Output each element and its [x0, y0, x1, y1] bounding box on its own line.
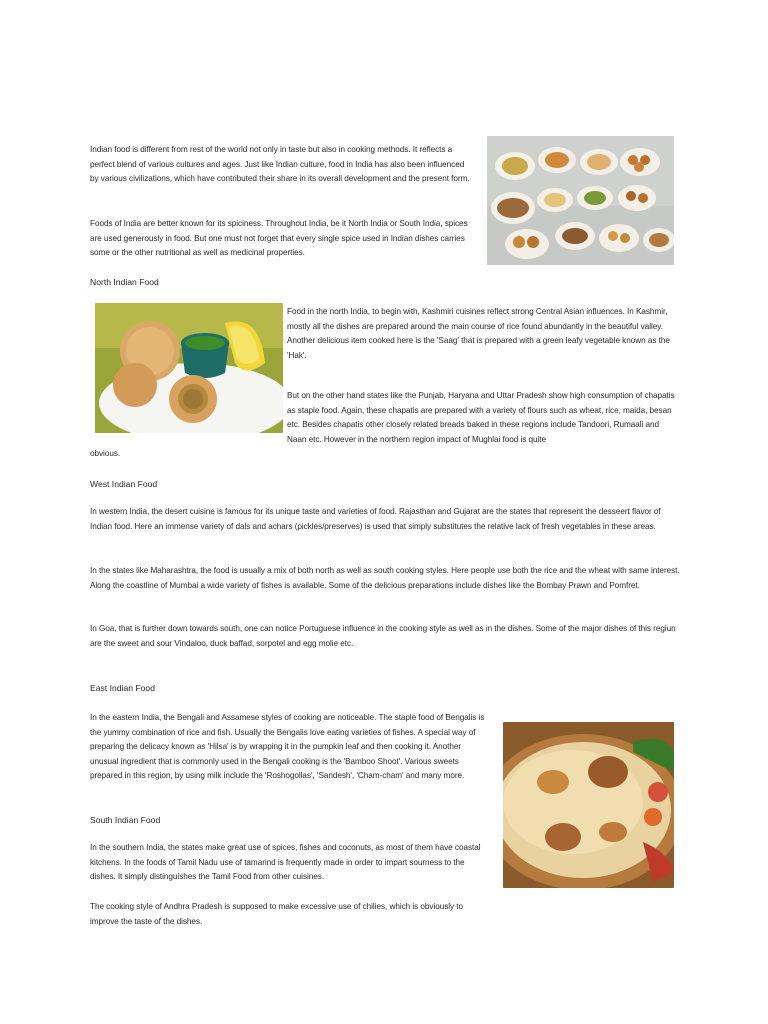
north-paragraph-2-end: obvious. — [90, 449, 121, 458]
indian-dishes-photo — [487, 136, 674, 265]
south-paragraph-1: In the southern India, the states make great use of spices, fishes and coconuts, as most of them have coastal kitchens. In the foods of Tamil Nadu use of tamarind is frequently made in order to impart sourness to the dishes. It simply distinguishes the Tamil Food from other cuisines. — [90, 843, 481, 882]
west-indian-food-heading: West Indian Food — [90, 479, 158, 489]
biryani-photo — [503, 722, 674, 888]
south-paragraph-2: The cooking style of Andhra Pradesh is supposed to make excessive use of chilies, which is obviously to improve the taste of the dishes. — [90, 902, 464, 926]
north-paragraph-2: But on the other hand states like the Punjab, Haryana and Uttar Pradesh show high consumption of chapatis as staple food. Again, these chapatis are prepared with a variety of flours such as wheat, rice, maida, besan etc. Besides chapatis other closely related breads baked in these regions include Tandoori, Rumaali and Naan etc. However in the northern region impact of Mughlai food is quite — [287, 391, 675, 444]
east-paragraph-1: In the eastern India, the Bengali and Assamese styles of cooking are noticeable. The staple food of Bengalis is the yummy combination of rice and fish. Usually the Bengalis love eating varieties of fishes. A special way of preparing the delicacy known as 'Hilsa' is by wrapping it in the pumpkin leaf and then cooking it. Another unusual ingredient that is commonly used in the Bengali cooking is the 'Bamboo Shoot'. Various sweets prepared in this region, by using milk include the 'Roshogollas', 'Sandesh', 'Cham-cham' and many more. — [90, 713, 485, 781]
west-paragraph-2: In the states like Maharashtra, the food is usually a mix of both north as well as south cooking styles. Here people use both the rice and the wheat with same interest. Along the coastline of Mumbai a wide variety of fishes is available. Some of the delicious preparations include dishes like the Bombay Prawn and Pomfret. — [90, 566, 680, 590]
intro-paragraph-1: Indian food is different from rest of the world not only in taste but also in cooking methods. It reflects a perfect blend of various cultures and ages. Just like Indian culture, food in India has also been influenced by various civilizations, which have contributed their share in its overall development and the present form. — [90, 145, 470, 184]
west-paragraph-1: In western India, the desert cuisine is famous for its unique taste and varieties of food. Rajasthan and Gujarat are the states that represent the desseert flavor of Indian food. Here an immense variety of dals and achars (pickles/preserves) is used that simply substitutes the relative lack of fresh vegetables in these areas. — [90, 507, 661, 531]
south-indian-food-heading: South Indian Food — [90, 815, 161, 825]
north-paragraph-1: Food in the north India, to begin with, Kashmiri cuisines reflect strong Central Asian influences. In Kashmir, mostly all the dishes are prepared around the main course of rice found abundantly in the beautiful valley. Another delicious item cooked here is the 'Saag' that is prepared with a green leafy vegetable known as the 'Hak'. — [287, 307, 670, 360]
intro-paragraph-2: Foods of India are better known for its spiciness. Throughout India, be it North India or South India, spices are used generously in food. But one must not forget that every single spice used in Indian dishes carries some or the other nutritional as well as medicinal properties. — [90, 219, 468, 258]
kachori-chutney-photo — [95, 303, 283, 433]
north-indian-food-heading: North Indian Food — [90, 277, 159, 287]
west-paragraph-3: In Goa, that is further down towards south, one can notice Portuguese influence in the cooking style as well as in the dishes. Some of the major dishes of this regiun are the sweet and sour Vindaloo, duck baffad, sorpotel and egg molie etc. — [90, 624, 676, 648]
east-indian-food-heading: East Indian Food — [90, 683, 155, 693]
